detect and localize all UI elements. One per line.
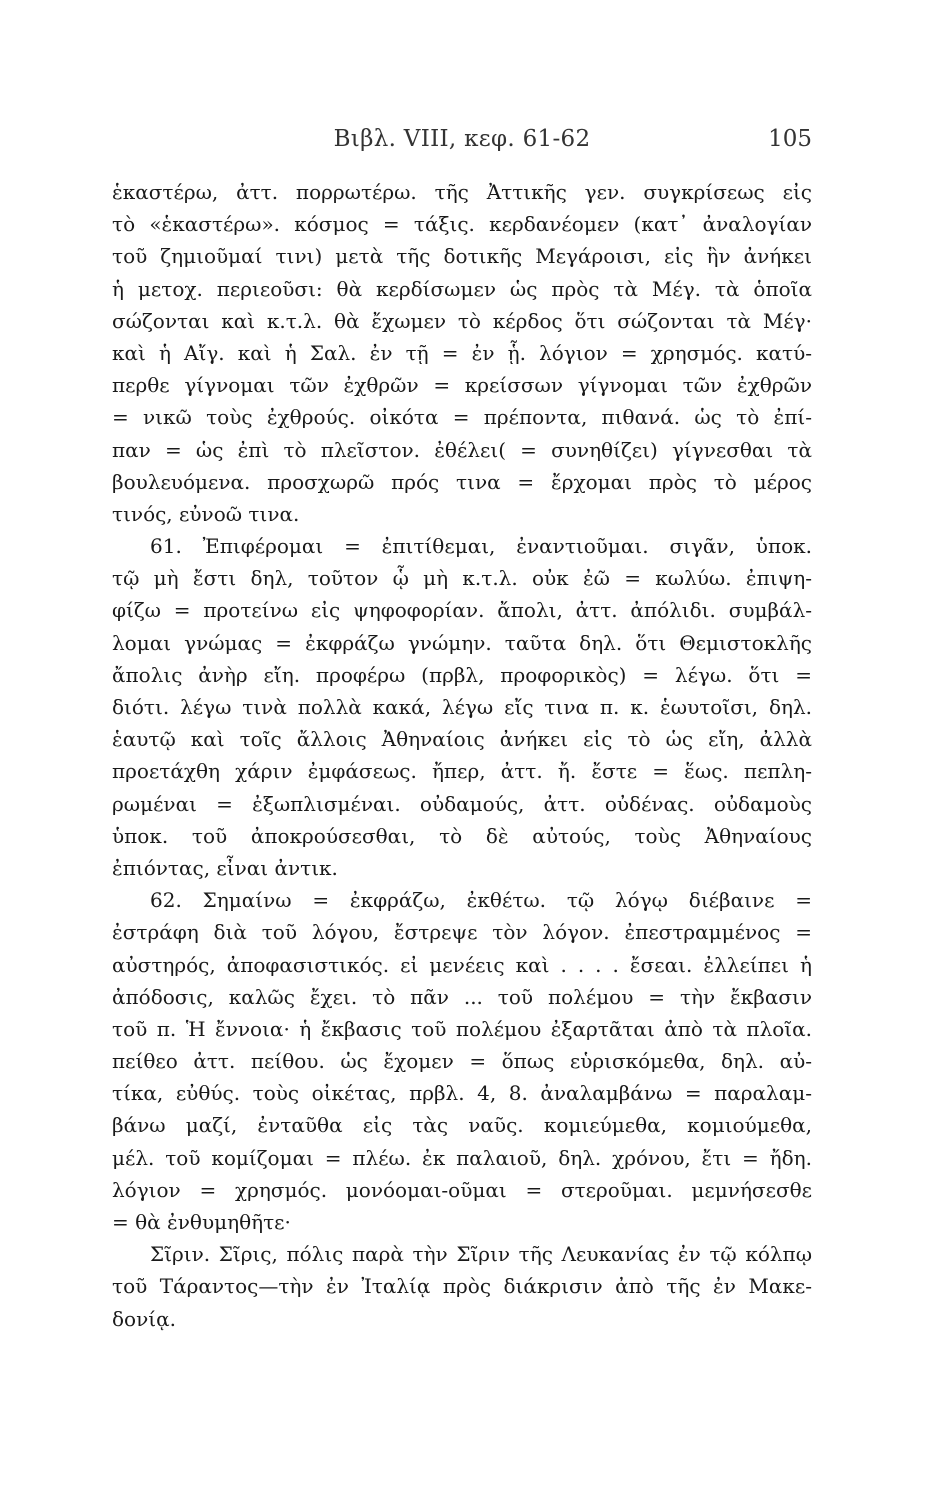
text-line: τοῦ π. Ἡ ἔννοια· ἡ ἔκβασις τοῦ πολέμου ἐξαρτᾶται ἀπὸ τὰ πλοῖα. bbox=[112, 1016, 812, 1041]
text-line: παν = ὡς ἐπὶ τὸ πλεῖστον. ἐθέλει( = συνηθίζει) γίγνεσθαι τὰ bbox=[112, 437, 812, 462]
text-line: τινός, εὐνοῶ τινα. bbox=[112, 501, 300, 526]
text-line: σώζονται καὶ κ.τ.λ. θὰ ἔχωμεν τὸ κέρδος ὅτι σώζονται τὰ Μέγ· bbox=[112, 308, 812, 333]
text-line: βουλευόμενα. προσχωρῶ πρός τινα = ἔρχομαι πρὸς τὸ μέρος bbox=[112, 469, 812, 494]
text-line: ἀπόδοσις, καλῶς ἔχει. τὸ πᾶν ... τοῦ πολέμου = τὴν ἔκβασιν bbox=[112, 984, 812, 1009]
text-line: τοῦ ζημιοῦμαί τινι) μετὰ τῆς δοτικῆς Μεγάροισι, εἰς ἣν ἀνήκει bbox=[112, 244, 812, 269]
text-line: περθε γίγνομαι τῶν ἐχθρῶν = κρείσσων γίγνομαι τῶν ἐχθρῶν bbox=[112, 373, 812, 398]
text-line: ἐπιόντας, εἶναι ἀντικ. bbox=[112, 855, 338, 880]
text-line: τίκα, εὐθύς. τοὺς οἰκέτας, πρβλ. 4, 8. ἀναλαμβάνω = παραλαμ- bbox=[112, 1081, 812, 1106]
text-line: ἑκαστέρω, ἀττ. πορρωτέρω. τῆς Ἀττικῆς γεν. συγκρίσεως εἰς bbox=[112, 180, 812, 204]
page-number: 105 bbox=[768, 126, 812, 152]
text-line: ρωμέναι = ἐξωπλισμέναι. οὐδαμούς, ἀττ. οὐδένας. οὐδαμοὺς bbox=[112, 791, 812, 816]
text-line: διότι. λέγω τινὰ πολλὰ κακά, λέγω εἴς τινα π. κ. ἑωυτοῖσι, δηλ. bbox=[112, 695, 812, 719]
text-line: τῷ μὴ ἔστι δηλ, τοῦτον ᾧ μὴ κ.τ.λ. οὐκ ἐῶ = κωλύω. ἐπιψη- bbox=[112, 566, 812, 591]
running-head: Βιβλ. VIII, κεφ. 61-62 bbox=[333, 126, 591, 152]
text-line: τὸ «ἑκαστέρω». κόσμος = τάξις. κερδανέομεν (κατ᾽ ἀναλογίαν bbox=[112, 212, 812, 237]
text-line: δονίᾳ. bbox=[112, 1306, 176, 1331]
text-line: μέλ. τοῦ κομίζομαι = πλέω. ἐκ παλαιοῦ, δηλ. χρόνου, ἔτι = ἤδη. bbox=[112, 1145, 812, 1170]
text-line: καὶ ἡ Αἴγ. καὶ ἡ Σαλ. ἐν τῇ = ἐν ᾗ. λόγιον = χρησμός. κατύ- bbox=[112, 340, 812, 365]
text-line: λόγιον = χρησμός. μονόομαι-οῦμαι = στεροῦμαι. μεμνήσεσθε bbox=[112, 1177, 812, 1202]
section-62-start: 62. Σημαίνω = ἐκφράζω, ἐκθέτω. τῷ λόγῳ διέβαινε = bbox=[150, 888, 812, 913]
text-line: τοῦ Τάραντος—τὴν ἐν Ἰταλίᾳ πρὸς διάκρισιν ἀπὸ τῆς ἐν Μακε- bbox=[112, 1274, 812, 1299]
text-line: ἄπολις ἀνὴρ εἴη. προφέρω (πρβλ, προφορικὸς) = λέγω. ὅτι = bbox=[112, 662, 812, 687]
text-line: ἑαυτῷ καὶ τοῖς ἄλλοις Ἀθηναίοις ἀνήκει εἰς τὸ ὡς εἴη, ἀλλὰ bbox=[112, 727, 812, 752]
text-line: = θὰ ἐνθυμηθῆτε· bbox=[112, 1210, 291, 1234]
text-line: πείθεο ἀττ. πείθου. ὡς ἔχομεν = ὅπως εὑρισκόμεθα, δηλ. αὐ- bbox=[112, 1049, 812, 1074]
text-line: λομαι γνώμας = ἐκφράζω γνώμην. ταῦτα δηλ. ὅτι Θεμιστοκλῆς bbox=[112, 630, 812, 655]
text-line: = νικῶ τοὺς ἐχθρούς. οἰκότα = πρέποντα, πιθανά. ὡς τὸ ἐπί- bbox=[112, 405, 812, 430]
section-61-start: 61. Ἐπιφέρομαι = ἐπιτίθεμαι, ἐναντιοῦμαι. σιγᾶν, ὑποκ. bbox=[150, 534, 812, 559]
text-line: βάνω μαζί, ἐνταῦθα εἰς τὰς ναῦς. κομιεύμεθα, κομιούμεθα, bbox=[112, 1113, 812, 1138]
text-line: ἐστράφη διὰ τοῦ λόγου, ἔστρεψε τὸν λόγον. ἐπεστραμμένος = bbox=[112, 920, 812, 945]
text-line: ἡ μετοχ. περιεοῦσι: θὰ κερδίσωμεν ὡς πρὸς τὰ Μέγ. τὰ ὁποῖα bbox=[112, 276, 812, 301]
commentary-text bbox=[112, 176, 812, 1335]
text-line: ὑποκ. τοῦ ἀποκρούσεσθαι, τὸ δὲ αὐτούς, τοὺς Ἀθηναίους bbox=[112, 823, 812, 848]
text-line: φίζω = προτείνω εἰς ψηφοφορίαν. ἄπολι, ἀττ. ἀπόλιδι. συμβάλ- bbox=[112, 598, 812, 623]
text-line: προετάχθη χάριν ἐμφάσεως. ἤπερ, ἀττ. ἤ. ἔστε = ἕως. πεπλη- bbox=[112, 759, 812, 784]
page-header bbox=[112, 126, 812, 158]
siris-entry-start: Σῖριν. Σῖρις, πόλις παρὰ τὴν Σῖριν τῆς Λευκανίας ἐν τῷ κόλπῳ bbox=[150, 1242, 812, 1267]
text-line: αὐστηρός, ἀποφασιστικός. εἰ μενέεις καὶ . . . . ἔσεαι. ἐλλείπει ἡ bbox=[112, 952, 812, 977]
